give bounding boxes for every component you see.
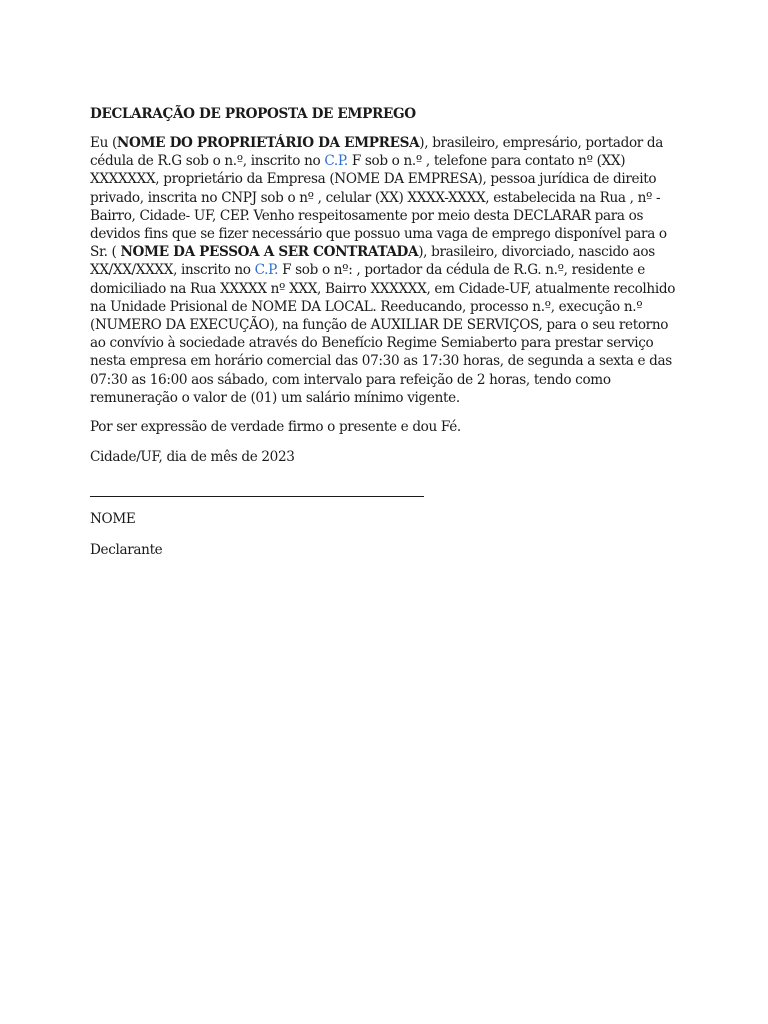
document-title: DECLARAÇÃO DE PROPOSTA DE EMPREGO [90, 106, 416, 122]
body-paragraph [90, 134, 680, 407]
body-text-c: ), brasileiro, divorciado, nascido aos XX/XX/XXXX, inscrito no [90, 244, 655, 279]
owner-name-placeholder: NOME DO PROPRIETÁRIO DA EMPRESA [116, 135, 420, 151]
body-text-pre: Eu ( [90, 135, 117, 151]
body-text-a: ), brasileiro, empresário, portador da cédula de R.G sob o n.º, inscrito no [90, 135, 664, 170]
hired-name-placeholder: NOME DA PESSOA A SER CONTRATADA [120, 244, 419, 261]
cpf-link-2[interactable]: C.P. [254, 262, 279, 279]
document-page [90, 104, 680, 571]
signature-line [90, 478, 424, 497]
body-text-b: F sob o n.º , telefone para contato nº (XX) XXXXXXX, proprietário da Empresa (NOME DA EMPRESA), pessoa jurídica de direito privado, inscrita no CNPJ sob o nº , celular (XX) XXXX-XXXX, estabelecida na Rua , nº - Bairro, Cidade- UF, CEP. Venho respeitosamente por meio desta DECLARAR para os devidos fins que se fizer necessário que possuo uma vaga de emprego disponível para o Sr. ( [90, 153, 667, 261]
signature-role: Declarante [90, 541, 163, 558]
signature-name: NOME [90, 511, 136, 528]
closing-statement: Por ser expressão de verdade firmo o presente e dou Fé. [90, 419, 461, 436]
body-text-d: F sob o nº: , portador da cédula de R.G. n.º, residente e domiciliado na Rua XXXXX nº XXX, Bairro XXXXXX, em Cidade-UF, atualmente recolhido na Unidade Prisional de NOME DA LOCAL. Reeducando, processo n.º, execução n.º (NUMERO DA EXECUÇÃO), na função de AUXILIAR DE SERVIÇOS, para o seu retorno ao convívio à sociedade através do Benefício Regime Semiaberto para prestar serviço nesta empresa em horário comercial das 07:30 as 17:30 horas, de segunda a sexta e das 07:30 as 16:00 aos sábado, com intervalo para refeição de 2 horas, tendo como remuneração o valor de (01) um salário mínimo vigente. [90, 262, 676, 406]
cpf-link-1[interactable]: C.P. [324, 153, 348, 170]
place-date: Cidade/UF, dia de mês de 2023 [90, 449, 295, 466]
